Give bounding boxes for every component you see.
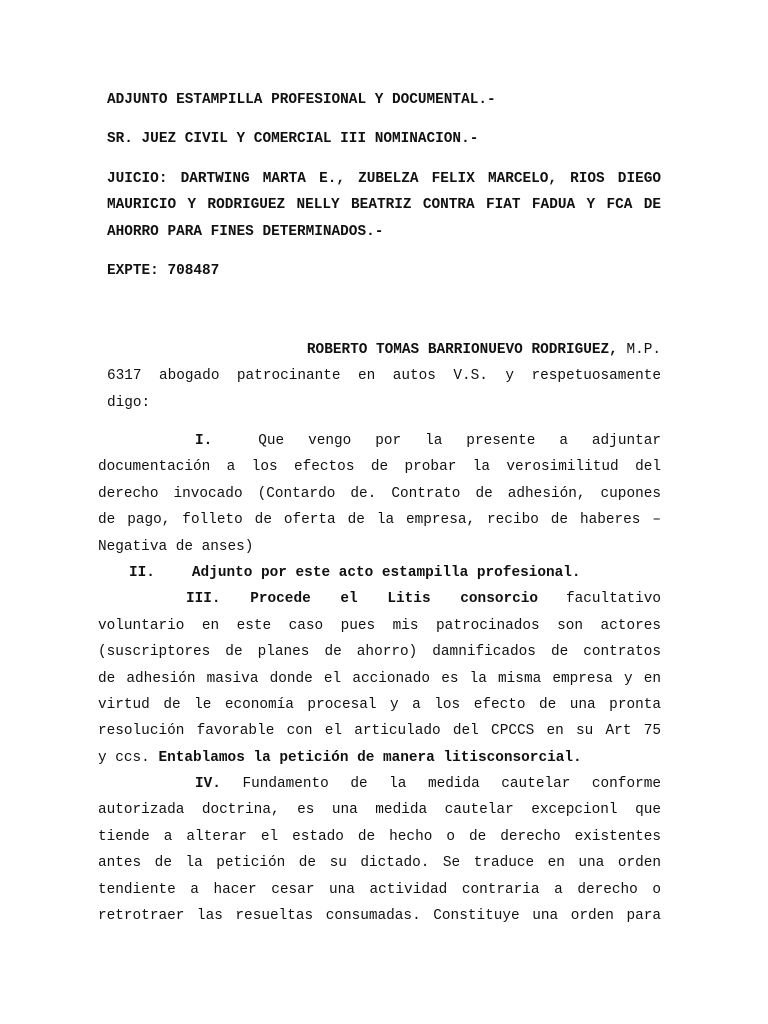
attorney-registration-label: M.P. (626, 342, 661, 358)
section-4-line-4: antes de la petición de su dictado. Se traduce en una orden (98, 855, 661, 872)
section-3-line-4: de adhesión masiva donde el accionado es la misma empresa y en (98, 670, 661, 687)
section-3-bold-closing: Entablamos la petición de manera litisconsorcial. (158, 749, 582, 766)
section-3-text-7: y ccs. (98, 749, 150, 766)
court-addressee: SR. JUEZ CIVIL Y COMERCIAL III NOMINACION.- (107, 131, 479, 147)
intro-line-1 (107, 337, 661, 363)
section-2-text: Adjunto por este acto estampilla profesional. (191, 564, 581, 581)
section-1-line-1 (98, 428, 661, 454)
section-4-line-6: retrotraer las resueltas consumadas. Constituye una orden para (98, 908, 661, 925)
section-3-line-2: voluntario en este caso pues mis patrocinados son actores (98, 617, 661, 634)
section-4-text-1: Fundamento de la medida cautelar conforme (242, 776, 661, 793)
section-1-text-1: Que vengo por la presente a adjuntar (258, 433, 661, 449)
document-subject: ADJUNTO ESTAMPILLA PROFESIONAL Y DOCUMENTAL.- (107, 92, 496, 108)
section-3-bold-heading: Procede el Litis consorcio (250, 591, 539, 608)
attorney-name: ROBERTO TOMAS BARRIONUEVO RODRIGUEZ, (306, 342, 618, 358)
section-4-line-2: autorizada doctrina, es una medida cautelar excepcionl que (98, 802, 661, 819)
section-3-line-3: (suscriptores de planes de ahorro) damnificados de contratos (98, 644, 661, 661)
section-1-line-3: derecho invocado (Contardo de. Contrato de adhesión, cupones (98, 485, 661, 502)
intro-line-3: digo: (107, 394, 151, 411)
section-2-numeral: II. (129, 564, 155, 581)
section-1-line-2: documentación a los efectos de probar la verosimilitud del (98, 459, 661, 476)
section-2-line (98, 560, 661, 586)
section-3-line-6: resolución favorable con el articulado del CPCCS en su Art 75 (98, 723, 661, 740)
section-4-numeral: IV. (195, 776, 221, 793)
section-3-line-7 (98, 745, 661, 771)
section-3-numeral: III. (186, 591, 221, 608)
case-file-number: EXPTE: 708487 (107, 263, 220, 279)
section-3-line-1 (98, 586, 661, 612)
attorney-introduction (107, 337, 661, 416)
section-1-line-4: de pago, folleto de oferta de la empresa, recibo de haberes – (98, 512, 661, 529)
section-1-numeral: I. (195, 433, 213, 449)
section-3-text-1: facultativo (566, 591, 662, 608)
document-body (98, 428, 661, 929)
intro-line-2: 6317 abogado patrocinante en autos V.S. y respetuosamente (107, 368, 661, 385)
section-4-line-1 (98, 771, 661, 797)
section-4-line-3: tiende a alterar el estado de hecho o de derecho existentes (98, 828, 661, 845)
section-3-line-5: virtud de le economía procesal y a los efecto de una pronta (98, 696, 661, 713)
section-4-line-5: tendiente a hacer cesar una actividad contraria a derecho o (98, 881, 661, 898)
section-1-line-5: Negativa de anses) (98, 538, 254, 555)
case-title: JUICIO: DARTWING MARTA E., ZUBELZA FELIX MARCELO, RIOS DIEGO MAURICIO Y RODRIGUEZ NELLY BEATRIZ CONTRA FIAT FADUA Y FCA DE AHORRO PARA FINES DETERMINADOS.- (107, 171, 661, 240)
